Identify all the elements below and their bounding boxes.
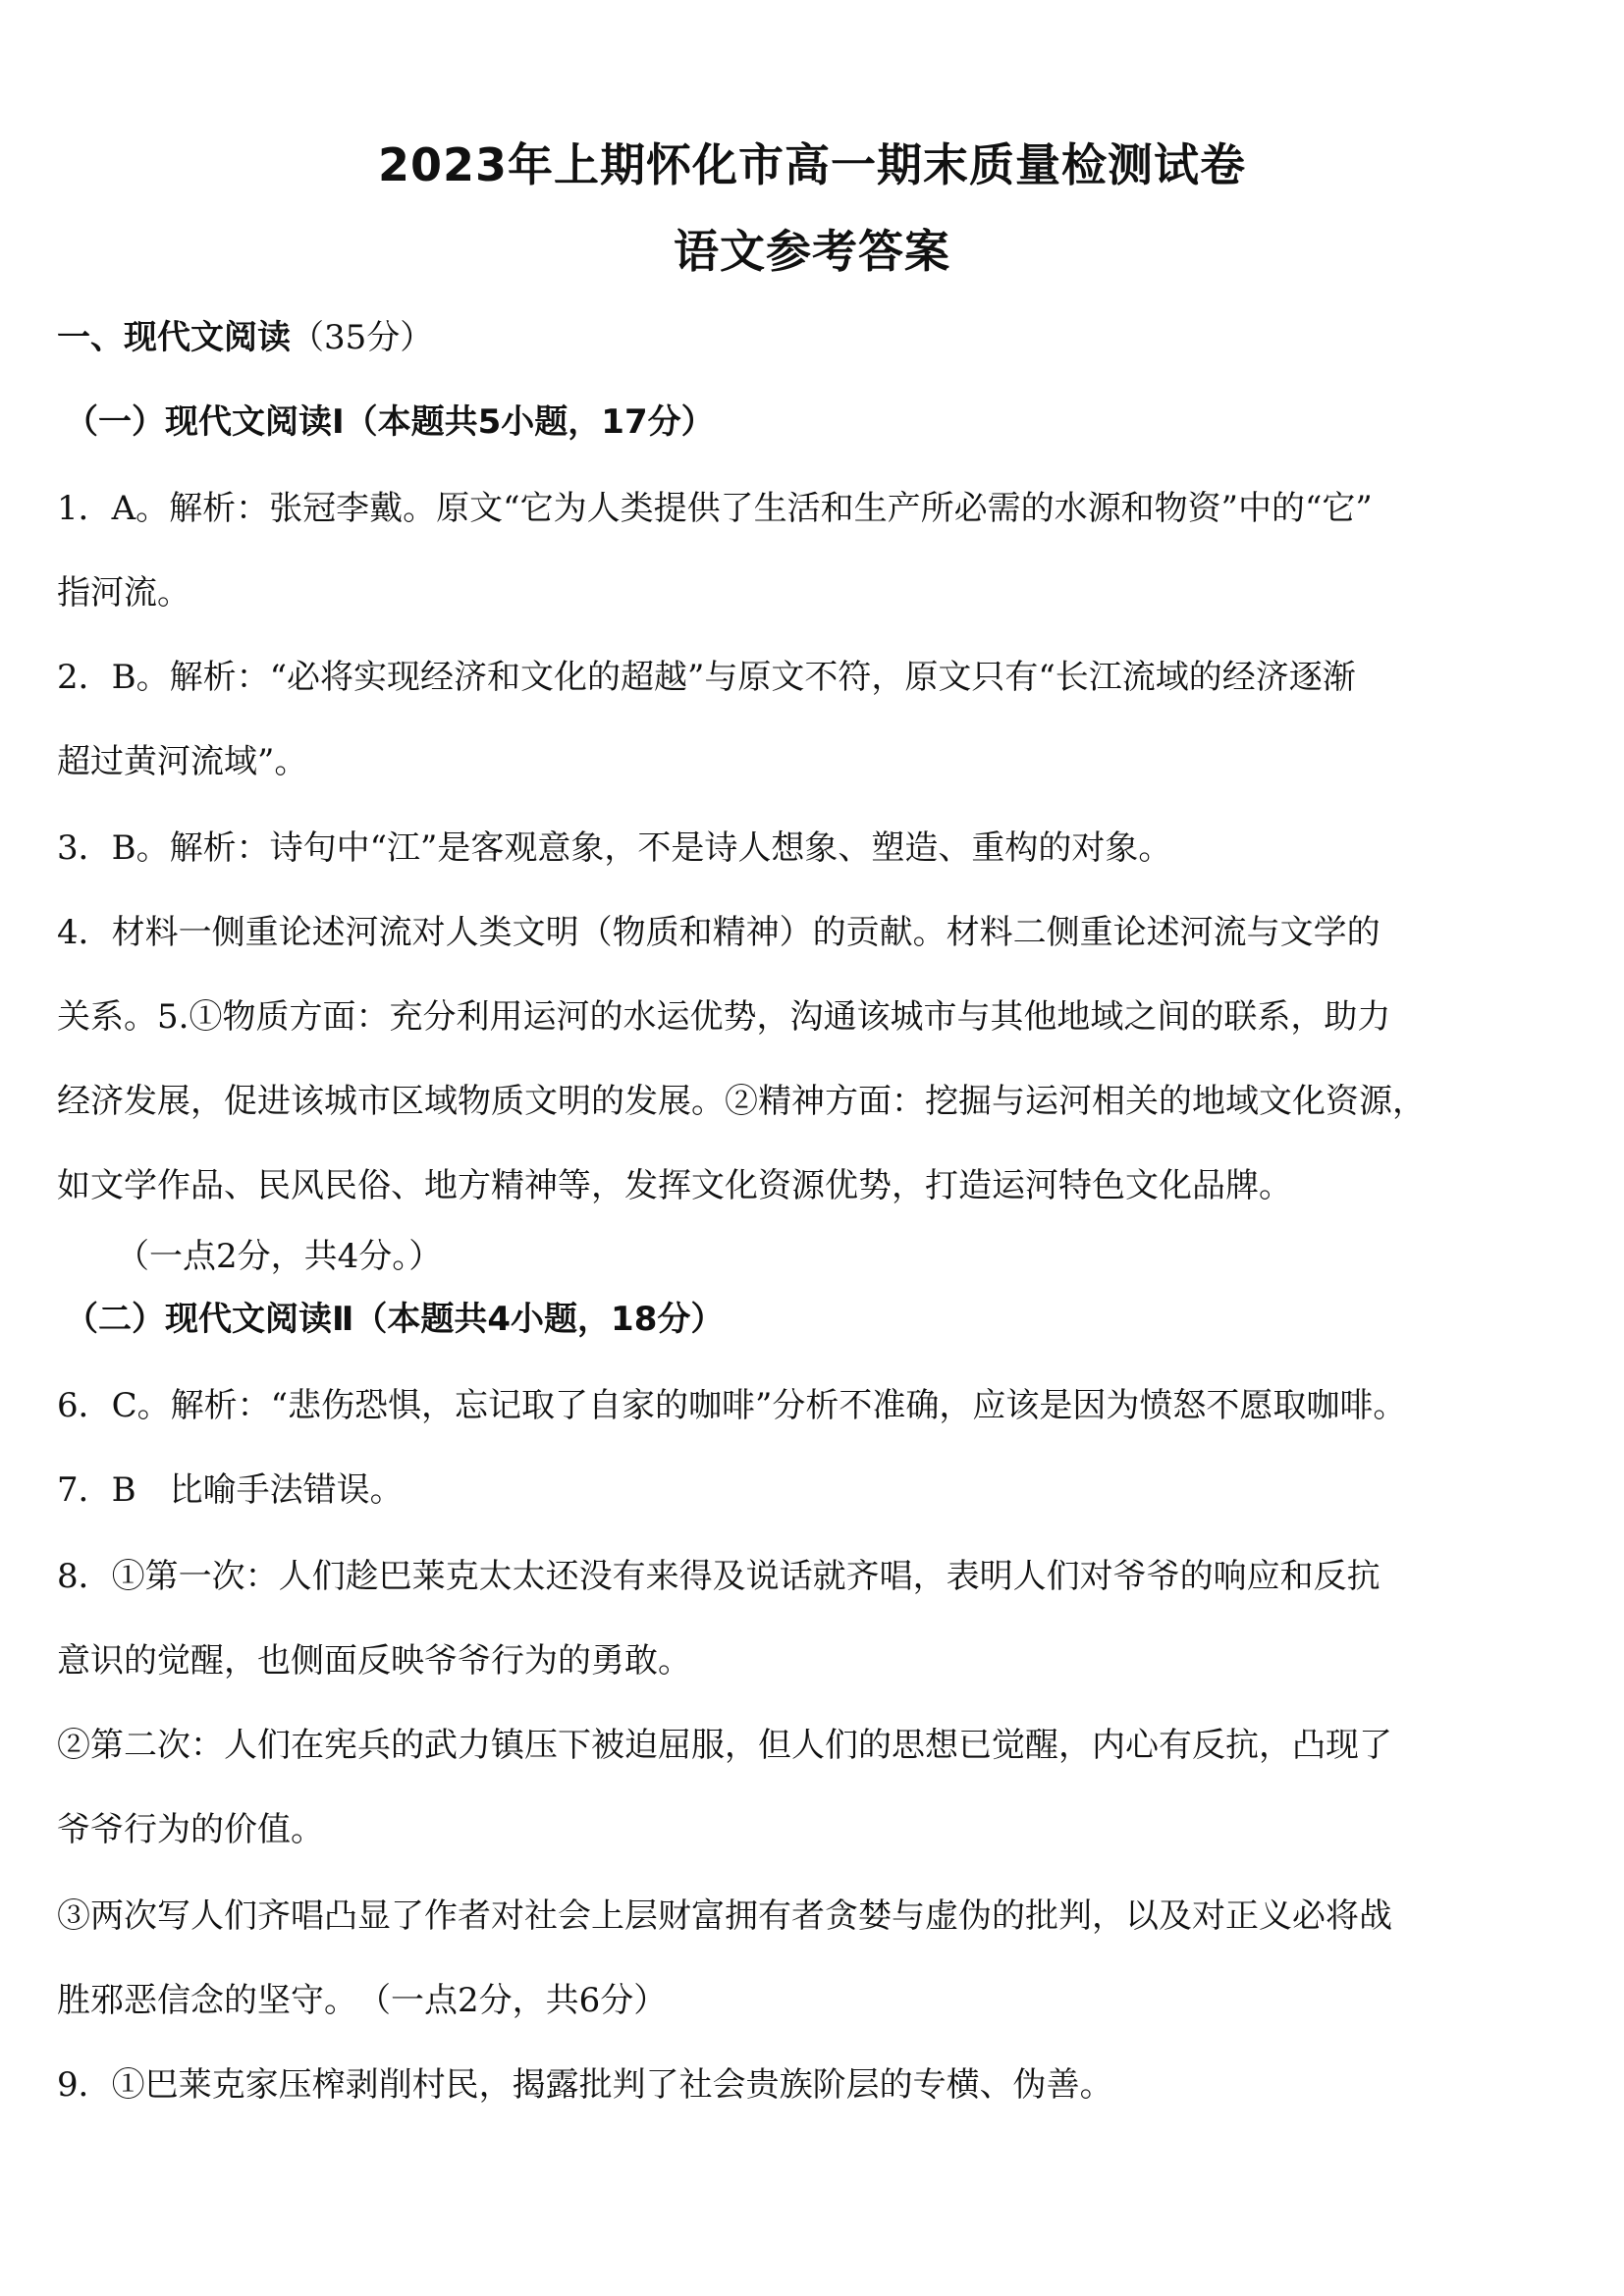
answer-line: 7．B 比喻手法错误。 xyxy=(57,1470,404,1510)
answer-line: 爷爷行为的价值。 xyxy=(57,1810,324,1849)
answer-line: 9．①巴莱克家压榨剥削村民，揭露批判了社会贵族阶层的专横、伪善。 xyxy=(57,2065,1113,2105)
section-heading-score: （35分） xyxy=(291,318,434,357)
answer-line: 指河流。 xyxy=(57,573,190,613)
document-subtitle: 语文参考答案 xyxy=(674,225,950,278)
answer-line: 意识的觉醒，也侧面反映爷爷行为的勇敢。 xyxy=(57,1641,691,1681)
answer-line: 1．A。解析：张冠李戴。原文“它为人类提供了生活和生产所必需的水源和物资”中的“它” xyxy=(57,489,1373,528)
answer-line: 经济发展，促进该城市区域物质文明的发展。②精神方面：挖掘与运河相关的地域文化资源， xyxy=(57,1082,1426,1121)
answer-line: 胜邪恶信念的坚守。 （一点2分，共6分） xyxy=(57,1981,668,2020)
answer-line: 3．B。解析：诗句中“江”是客观意象，不是诗人想象、塑造、重构的对象。 xyxy=(57,828,1172,868)
section-heading-label: 一、现代文阅读 xyxy=(57,318,291,357)
answer-line: ③两次写人们齐唱凸显了作者对社会上层财富拥有者贪婪与虚伪的批判，以及对正义必将战 xyxy=(57,1896,1392,1936)
part2-heading: （二）现代文阅读Ⅱ（本题共4小题，18分） xyxy=(65,1300,725,1339)
answer-line: ②第二次：人们在宪兵的武力镇压下被迫屈服，但人们的思想已觉醒，内心有反抗，凸现了 xyxy=(57,1726,1392,1765)
answer-line: 8．①第一次：人们趁巴莱克太太还没有来得及说话就齐唱，表明人们对爷爷的响应和反抗 xyxy=(57,1557,1380,1596)
score-note: （一点2分，共4分。） xyxy=(116,1237,443,1276)
answer-line: 如文学作品、民风民俗、地方精神等，发挥文化资源优势，打造运河特色文化品牌。 xyxy=(57,1166,1292,1205)
answer-line: 4．材料一侧重论述河流对人类文明（物质和精神）的贡献。材料二侧重论述河流与文学的 xyxy=(57,913,1380,952)
answer-line: 2．B。解析：“必将实现经济和文化的超越”与原文不符，原文只有“长江流域的经济逐渐 xyxy=(57,658,1356,697)
part1-heading: （一）现代文阅读Ⅰ（本题共5小题，17分） xyxy=(65,402,715,442)
answer-line: 关系。5.①物质方面：充分利用运河的水运优势，沟通该城市与其他地域之间的联系，助力 xyxy=(57,997,1391,1037)
answer-line: 超过黄河流域”。 xyxy=(57,742,308,781)
answer-line: 6．C。解析：“悲伤恐惧，忘记取了自家的咖啡”分析不准确，应该是因为愤怒不愿取咖啡。 xyxy=(57,1386,1407,1425)
document-title: 2023年上期怀化市高一期末质量检测试卷 xyxy=(377,138,1247,191)
section-heading xyxy=(57,314,1589,361)
